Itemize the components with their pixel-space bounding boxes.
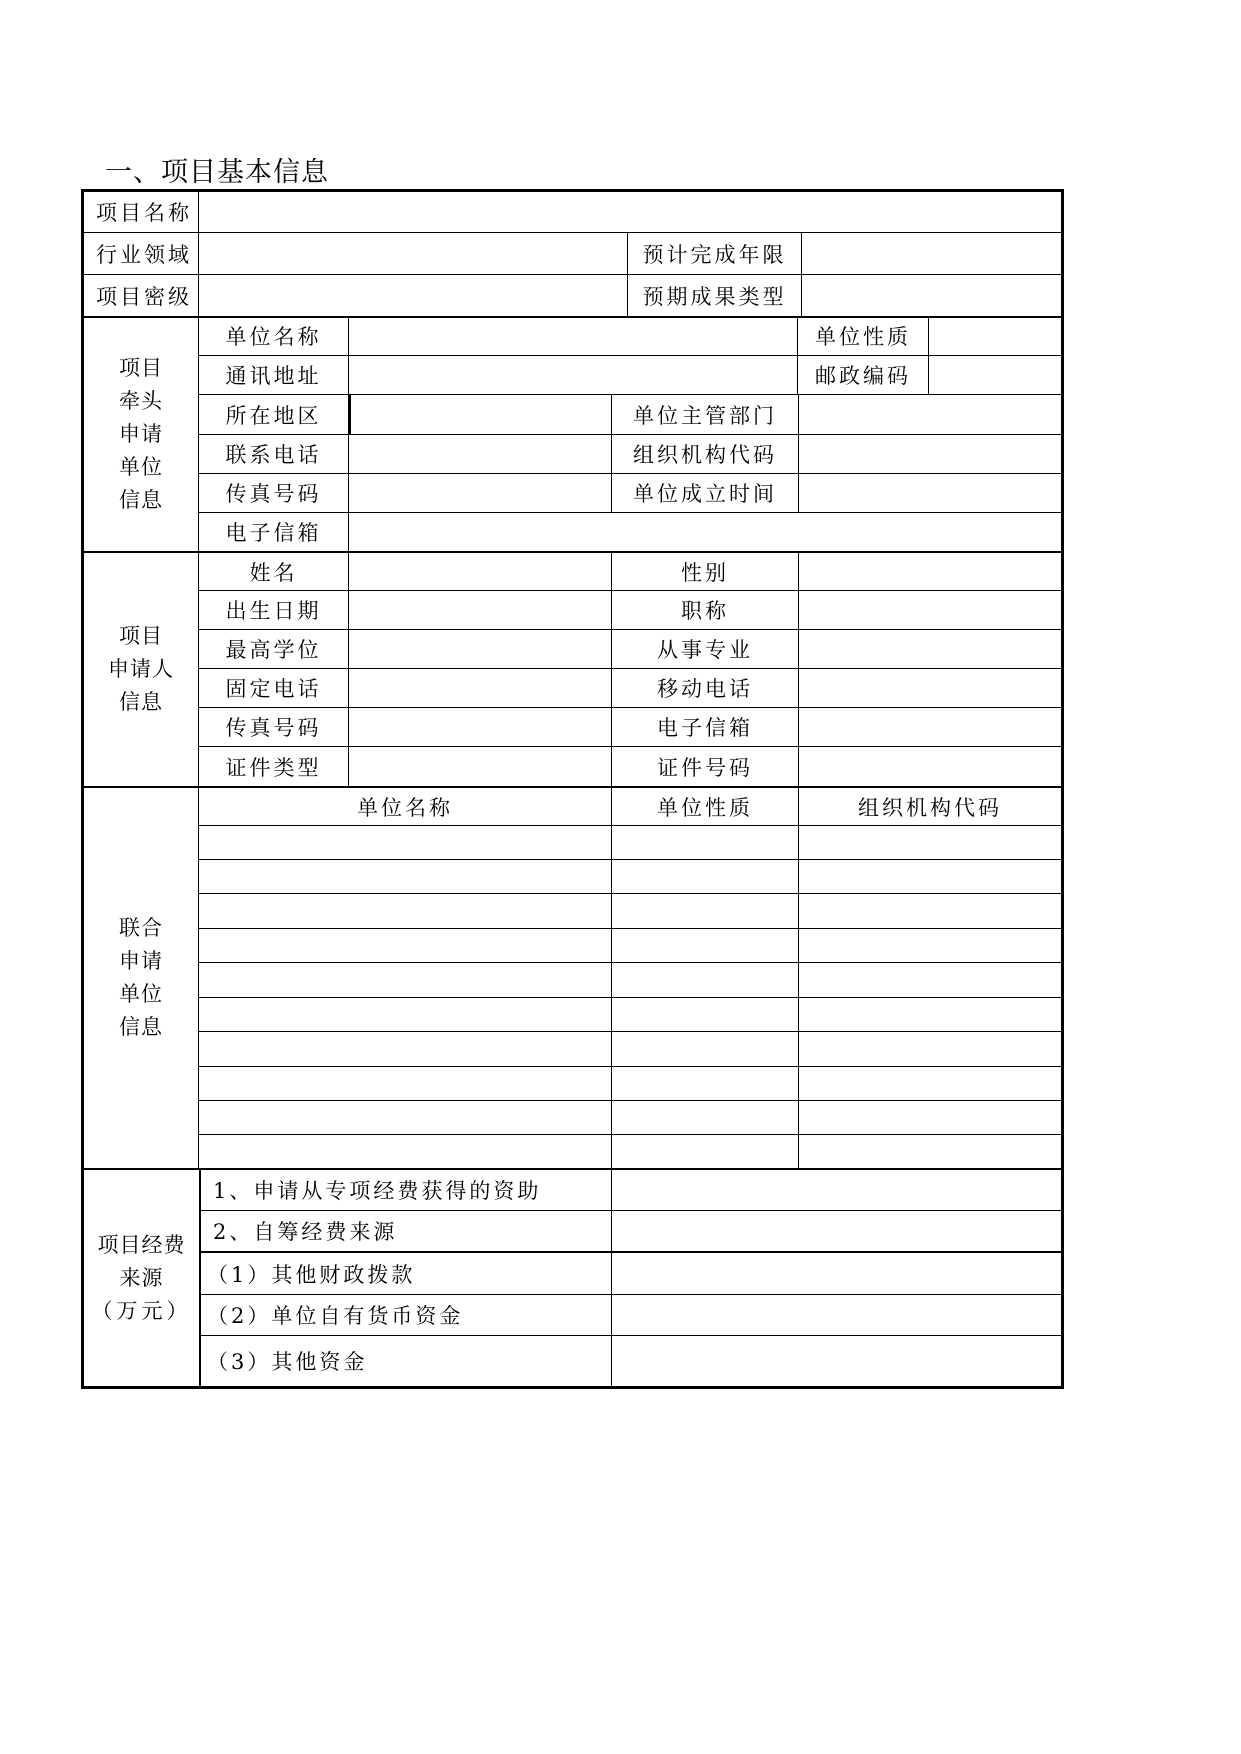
gender-field[interactable]: [799, 553, 1061, 590]
postcode-label: 邮政编码: [815, 364, 911, 388]
funding-item: （1）其他财政拨款: [207, 1262, 416, 1287]
joint-row[interactable]: [199, 860, 1061, 893]
applicant-name-label: 姓名: [249, 560, 298, 585]
section-line: 牵头: [119, 389, 163, 413]
joint-row[interactable]: [199, 963, 1061, 997]
birth-date-field[interactable]: [349, 591, 611, 629]
funding-value-field[interactable]: [612, 1211, 1061, 1251]
region-field[interactable]: [351, 395, 611, 434]
section-line: 单位: [119, 455, 163, 479]
joint-row[interactable]: [199, 1032, 1061, 1066]
landline-field[interactable]: [349, 669, 611, 707]
section-line: 项目: [119, 356, 163, 380]
supervisor-field[interactable]: [799, 395, 1061, 434]
section-line: （万元）: [91, 1298, 192, 1323]
address-field[interactable]: [349, 356, 797, 394]
project-name-label: 项目名称: [96, 201, 192, 225]
industry-label: 行业领域: [96, 242, 192, 267]
section-line: 单位: [119, 982, 163, 1006]
major-label: 从事专业: [657, 638, 753, 662]
phone-label: 联系电话: [225, 443, 322, 467]
funding-item: 2、自筹经费来源: [213, 1220, 398, 1244]
expected-result-type-label: 预期成果类型: [642, 284, 787, 309]
industry-field[interactable]: [199, 233, 627, 274]
joint-unit-section-label: [84, 788, 198, 1168]
mobile-label: 移动电话: [657, 677, 753, 701]
birth-date-label: 出生日期: [225, 599, 322, 623]
applicant-fax-label: 传真号码: [225, 716, 322, 740]
section-line: 来源: [119, 1265, 164, 1290]
expected-result-type-field[interactable]: [802, 275, 1061, 316]
fax-field[interactable]: [349, 474, 611, 512]
project-name-field[interactable]: [199, 192, 1061, 232]
secrecy-level-label: 项目密级: [96, 284, 192, 309]
secrecy-level-field[interactable]: [199, 275, 627, 316]
funding-item: 1、申请从专项经费获得的资助: [213, 1179, 542, 1203]
postcode-field[interactable]: [929, 356, 1061, 394]
landline-label: 固定电话: [225, 677, 322, 701]
section-line: 信息: [119, 1015, 163, 1039]
degree-field[interactable]: [349, 630, 611, 668]
id-type-label: 证件类型: [225, 755, 322, 780]
mobile-field[interactable]: [799, 669, 1061, 707]
section-line: 申请人: [108, 657, 174, 681]
joint-row[interactable]: [199, 929, 1061, 962]
funding-item: （3）其他资金: [207, 1350, 368, 1374]
funding-value-field[interactable]: [612, 1253, 1061, 1294]
joint-row[interactable]: [199, 1135, 1061, 1168]
section-line: 申请: [119, 422, 163, 446]
id-number-label: 证件号码: [657, 755, 753, 780]
email-field[interactable]: [349, 513, 1061, 551]
joint-row[interactable]: [199, 998, 1061, 1031]
applicant-email-field[interactable]: [799, 708, 1061, 746]
unit-nature-label: 单位性质: [815, 325, 911, 349]
unit-nature-field[interactable]: [929, 317, 1061, 355]
completion-years-field[interactable]: [802, 233, 1061, 274]
applicant-fax-field[interactable]: [349, 708, 611, 746]
address-label: 通讯地址: [225, 364, 322, 388]
job-title-label: 职称: [681, 599, 729, 623]
joint-row[interactable]: [199, 1101, 1061, 1134]
supervisor-label: 单位主管部门: [633, 403, 777, 428]
id-number-field[interactable]: [799, 747, 1061, 786]
completion-years-label: 预计完成年限: [642, 242, 787, 267]
joint-row[interactable]: [199, 1067, 1061, 1100]
section-line: 项目: [119, 624, 163, 648]
page-title: 一、项目基本信息: [105, 157, 329, 188]
applicant-email-label: 电子信箱: [657, 716, 753, 740]
founded-field[interactable]: [799, 474, 1061, 512]
phone-field[interactable]: [349, 435, 611, 473]
fax-label: 传真号码: [225, 482, 322, 506]
region-label: 所在地区: [225, 403, 322, 428]
section-line: 项目经费: [97, 1232, 186, 1257]
funding-value-field[interactable]: [612, 1170, 1061, 1210]
id-type-field[interactable]: [349, 747, 611, 786]
applicant-name-field[interactable]: [349, 553, 611, 590]
funding-value-field[interactable]: [612, 1336, 1061, 1386]
section-line: 申请: [119, 949, 163, 973]
unit-name-label: 单位名称: [225, 325, 322, 349]
org-code-field[interactable]: [799, 435, 1061, 473]
major-field[interactable]: [799, 630, 1061, 668]
funding-value-field[interactable]: [612, 1295, 1061, 1335]
section-line: 联合: [119, 916, 163, 940]
joint-col-unit-name: 单位名称: [357, 795, 453, 820]
email-label: 电子信箱: [225, 521, 322, 545]
degree-label: 最高学位: [225, 638, 322, 662]
joint-col-unit-nature: 单位性质: [657, 795, 753, 820]
unit-name-field[interactable]: [349, 317, 797, 355]
joint-row[interactable]: [199, 826, 1061, 859]
joint-col-org-code: 组织机构代码: [858, 795, 1002, 820]
job-title-field[interactable]: [799, 591, 1061, 629]
section-line: 信息: [119, 488, 163, 512]
applicant-section-label: [84, 553, 198, 786]
joint-row[interactable]: [199, 894, 1061, 928]
gender-label: 性别: [681, 560, 729, 585]
funding-section-label: [84, 1170, 199, 1386]
founded-label: 单位成立时间: [633, 482, 777, 506]
lead-unit-section-label: [84, 318, 198, 551]
section-line: 信息: [119, 690, 163, 714]
funding-item: （2）单位自有货币资金: [207, 1304, 464, 1328]
org-code-label: 组织机构代码: [633, 443, 777, 467]
